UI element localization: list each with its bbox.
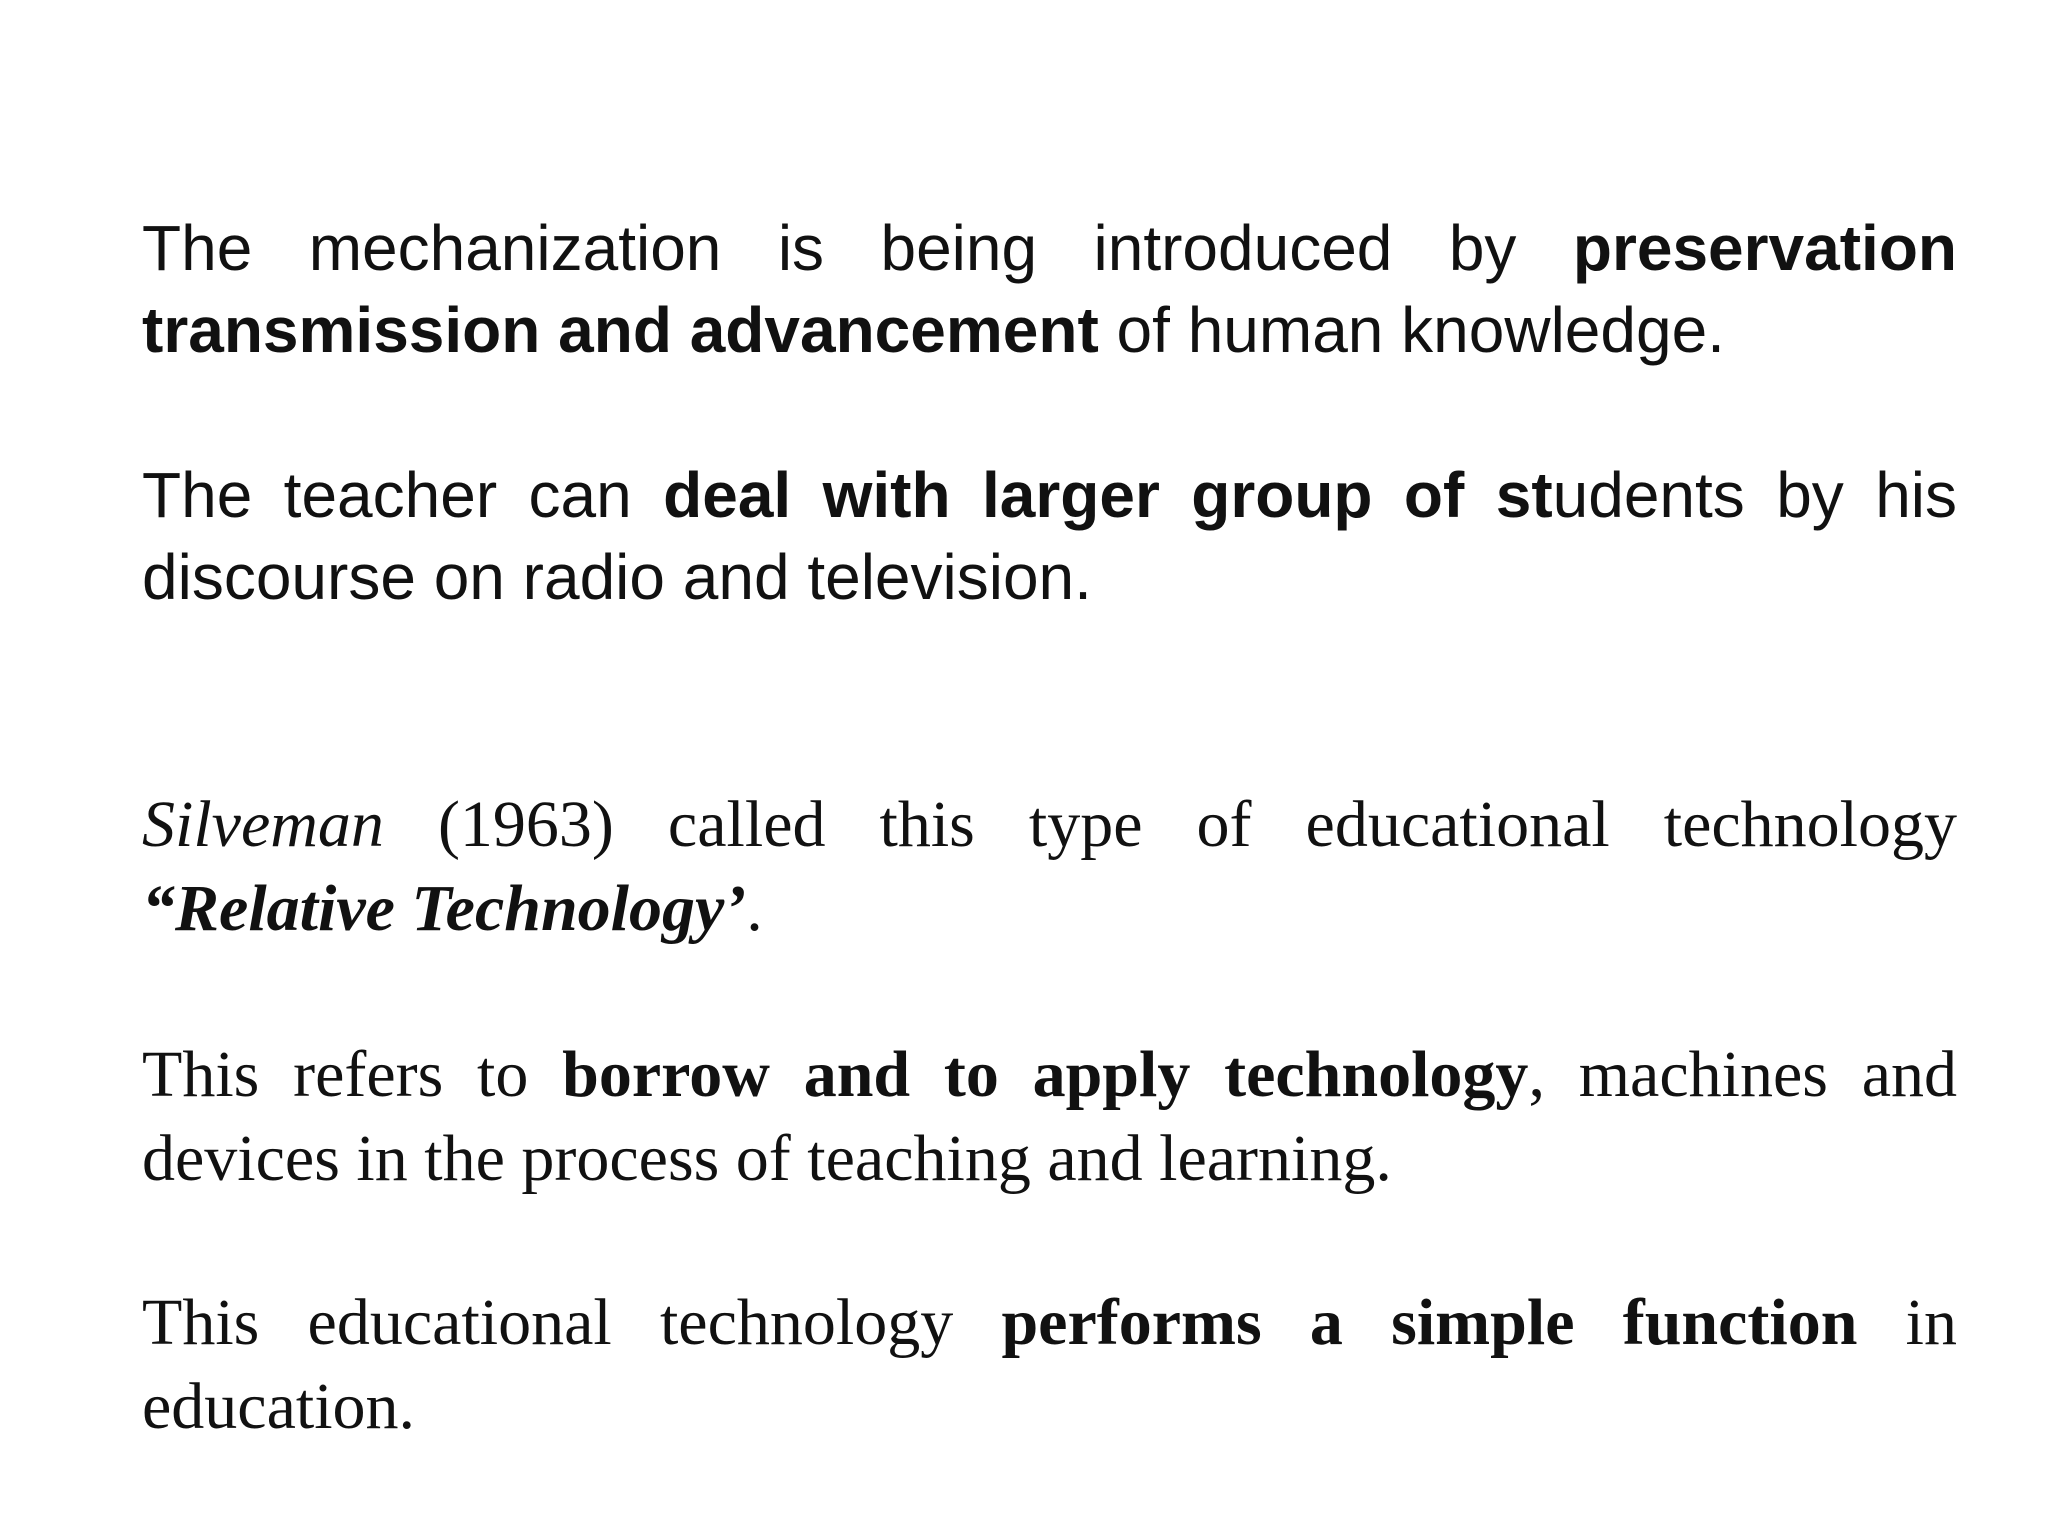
paragraph-simple-function (142, 1281, 1957, 1449)
emphasis-text: performs a simple function (1001, 1286, 1858, 1359)
paragraph-silveman (142, 783, 1957, 951)
paragraph-mechanization (142, 207, 1957, 371)
paragraph-text: . (746, 872, 763, 945)
paragraph-text: This educational technology (142, 1286, 1002, 1359)
paragraph-borrow-apply (142, 1033, 1957, 1201)
paragraph-text: The teacher can (142, 459, 664, 531)
emphasis-text: borrow and to apply technology (562, 1038, 1529, 1111)
author-name: Silveman (142, 788, 384, 861)
paragraph-text: in education. (142, 1286, 1957, 1443)
emphasis-text: deal with larger group of st (663, 459, 1553, 531)
paragraph-text: The mechanization is being introduced by (142, 212, 1573, 284)
paragraph-teacher (142, 454, 1957, 618)
paragraph-text: of human knowledge. (1098, 294, 1725, 366)
paragraph-text: (1963) called this type of educational technology (383, 788, 1957, 861)
paragraph-text: This refers to (142, 1038, 563, 1111)
paragraph-text: udents by his discourse on radio and television. (142, 459, 1958, 613)
term-relative-technology: “Relative Technology’ (142, 872, 747, 945)
paragraph-text: , machines and devices in the process of teaching and learning. (142, 1038, 1957, 1195)
emphasis-text: preservation transmission and advancement (142, 212, 1957, 366)
